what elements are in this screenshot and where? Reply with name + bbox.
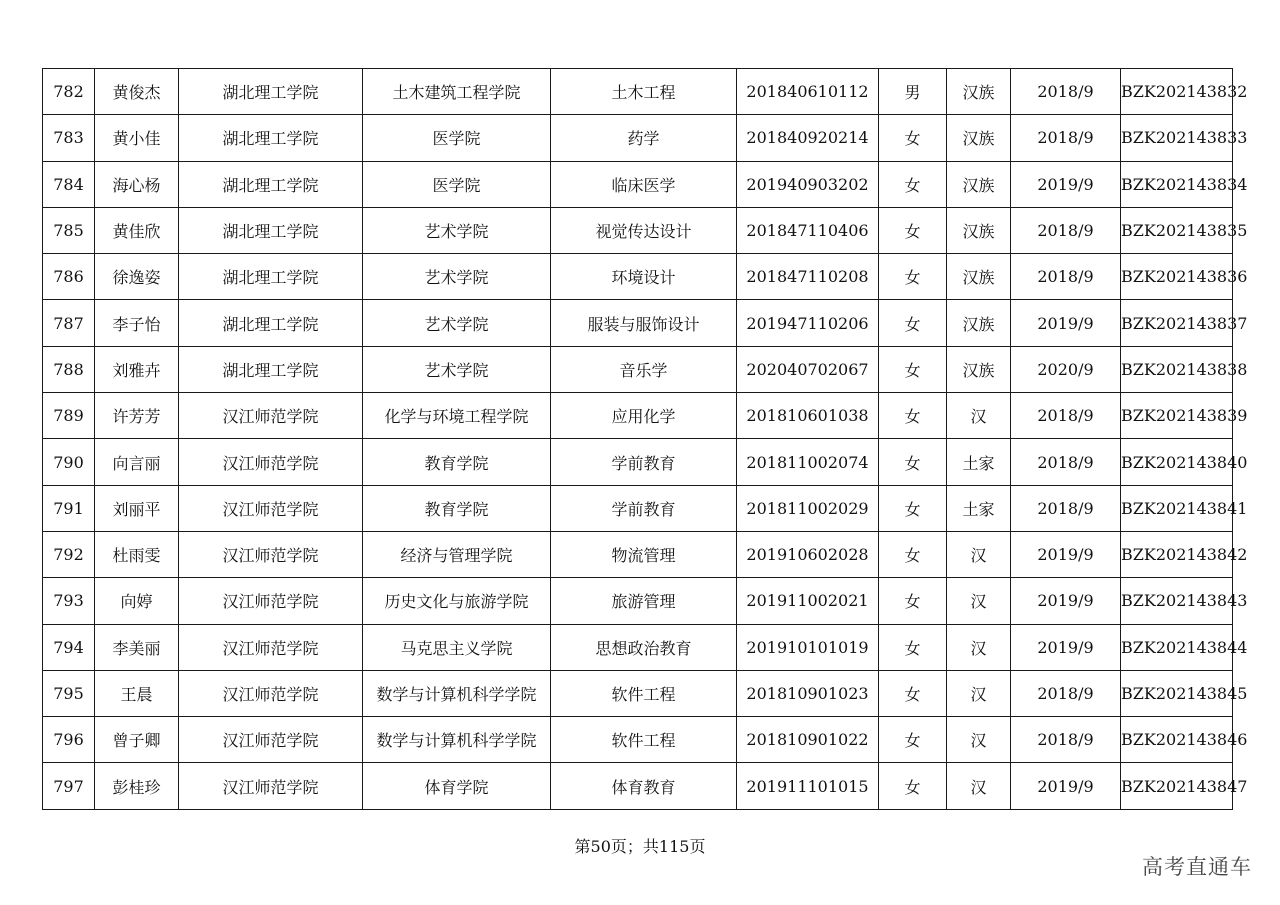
major-cell: 学前教育 <box>551 439 737 485</box>
major-cell: 软件工程 <box>551 717 737 763</box>
major-cell: 服装与服饰设计 <box>551 300 737 346</box>
serial-cell: 786 <box>43 254 95 300</box>
table-row <box>43 670 1233 716</box>
school-cell: 汉江师范学院 <box>179 439 363 485</box>
college-cell: 艺术学院 <box>363 207 551 253</box>
school-cell: 汉江师范学院 <box>179 717 363 763</box>
table-row <box>43 346 1233 392</box>
school-cell: 湖北理工学院 <box>179 207 363 253</box>
name-cell: 向婷 <box>95 578 179 624</box>
student-id-cell: 201811002074 <box>737 439 879 485</box>
enrollment-cell: 2018/9 <box>1011 717 1121 763</box>
student-id-cell: 202040702067 <box>737 346 879 392</box>
certificate-id-cell: BZK202143839 <box>1121 393 1233 439</box>
certificate-id-cell: BZK202143841 <box>1121 485 1233 531</box>
gender-cell: 女 <box>879 393 947 439</box>
school-cell: 汉江师范学院 <box>179 670 363 716</box>
serial-cell: 787 <box>43 300 95 346</box>
ethnicity-cell: 汉 <box>947 717 1011 763</box>
school-cell: 汉江师范学院 <box>179 485 363 531</box>
name-cell: 彭桂珍 <box>95 763 179 809</box>
certificate-id-cell: BZK202143844 <box>1121 624 1233 670</box>
ethnicity-cell: 汉族 <box>947 254 1011 300</box>
certificate-id-cell: BZK202143845 <box>1121 670 1233 716</box>
school-cell: 汉江师范学院 <box>179 578 363 624</box>
gender-cell: 女 <box>879 161 947 207</box>
table-row <box>43 393 1233 439</box>
table-row <box>43 717 1233 763</box>
student-id-cell: 201910101019 <box>737 624 879 670</box>
serial-cell: 791 <box>43 485 95 531</box>
student-id-cell: 201810901022 <box>737 717 879 763</box>
enrollment-cell: 2018/9 <box>1011 439 1121 485</box>
name-cell: 刘丽平 <box>95 485 179 531</box>
certificate-id-cell: BZK202143843 <box>1121 578 1233 624</box>
enrollment-cell: 2018/9 <box>1011 69 1121 115</box>
serial-cell: 788 <box>43 346 95 392</box>
student-id-cell: 201911002021 <box>737 578 879 624</box>
school-cell: 湖北理工学院 <box>179 254 363 300</box>
major-cell: 体育教育 <box>551 763 737 809</box>
college-cell: 数学与计算机科学学院 <box>363 717 551 763</box>
enrollment-cell: 2018/9 <box>1011 207 1121 253</box>
ethnicity-cell: 汉 <box>947 670 1011 716</box>
ethnicity-cell: 汉族 <box>947 300 1011 346</box>
table-row <box>43 300 1233 346</box>
enrollment-cell: 2019/9 <box>1011 624 1121 670</box>
enrollment-cell: 2018/9 <box>1011 254 1121 300</box>
gender-cell: 女 <box>879 578 947 624</box>
serial-cell: 796 <box>43 717 95 763</box>
certificate-id-cell: BZK202143842 <box>1121 531 1233 577</box>
school-cell: 汉江师范学院 <box>179 531 363 577</box>
college-cell: 土木建筑工程学院 <box>363 69 551 115</box>
certificate-id-cell: BZK202143840 <box>1121 439 1233 485</box>
student-id-cell: 201940903202 <box>737 161 879 207</box>
certificate-id-cell: BZK202143846 <box>1121 717 1233 763</box>
gender-cell: 女 <box>879 763 947 809</box>
major-cell: 学前教育 <box>551 485 737 531</box>
student-id-cell: 201847110406 <box>737 207 879 253</box>
serial-cell: 789 <box>43 393 95 439</box>
ethnicity-cell: 汉 <box>947 763 1011 809</box>
ethnicity-cell: 汉族 <box>947 346 1011 392</box>
ethnicity-cell: 土家 <box>947 439 1011 485</box>
enrollment-cell: 2018/9 <box>1011 670 1121 716</box>
ethnicity-cell: 汉 <box>947 578 1011 624</box>
name-cell: 王晨 <box>95 670 179 716</box>
student-id-cell: 201947110206 <box>737 300 879 346</box>
enrollment-cell: 2019/9 <box>1011 578 1121 624</box>
major-cell: 视觉传达设计 <box>551 207 737 253</box>
ethnicity-cell: 汉族 <box>947 69 1011 115</box>
school-cell: 湖北理工学院 <box>179 115 363 161</box>
name-cell: 李美丽 <box>95 624 179 670</box>
college-cell: 教育学院 <box>363 485 551 531</box>
college-cell: 艺术学院 <box>363 254 551 300</box>
student-id-cell: 201840920214 <box>737 115 879 161</box>
table-row <box>43 763 1233 809</box>
enrollment-cell: 2019/9 <box>1011 161 1121 207</box>
enrollment-cell: 2018/9 <box>1011 485 1121 531</box>
gender-cell: 女 <box>879 207 947 253</box>
name-cell: 曾子卿 <box>95 717 179 763</box>
enrollment-cell: 2019/9 <box>1011 531 1121 577</box>
page-number: 第50页；共115页 <box>574 837 706 856</box>
school-cell: 湖北理工学院 <box>179 161 363 207</box>
table-row <box>43 115 1233 161</box>
name-cell: 向言丽 <box>95 439 179 485</box>
college-cell: 教育学院 <box>363 439 551 485</box>
enrollment-cell: 2018/9 <box>1011 115 1121 161</box>
gender-cell: 男 <box>879 69 947 115</box>
student-id-cell: 201810601038 <box>737 393 879 439</box>
serial-cell: 792 <box>43 531 95 577</box>
major-cell: 思想政治教育 <box>551 624 737 670</box>
student-id-cell: 201810901023 <box>737 670 879 716</box>
school-cell: 湖北理工学院 <box>179 69 363 115</box>
certificate-id-cell: BZK202143833 <box>1121 115 1233 161</box>
gender-cell: 女 <box>879 485 947 531</box>
ethnicity-cell: 汉族 <box>947 207 1011 253</box>
college-cell: 艺术学院 <box>363 300 551 346</box>
college-cell: 医学院 <box>363 115 551 161</box>
name-cell: 李子怡 <box>95 300 179 346</box>
table-row <box>43 485 1233 531</box>
major-cell: 旅游管理 <box>551 578 737 624</box>
major-cell: 物流管理 <box>551 531 737 577</box>
college-cell: 数学与计算机科学学院 <box>363 670 551 716</box>
ethnicity-cell: 土家 <box>947 485 1011 531</box>
name-cell: 徐逸姿 <box>95 254 179 300</box>
ethnicity-cell: 汉族 <box>947 161 1011 207</box>
table-row <box>43 69 1233 115</box>
student-id-cell: 201847110208 <box>737 254 879 300</box>
certificate-id-cell: BZK202143838 <box>1121 346 1233 392</box>
gender-cell: 女 <box>879 624 947 670</box>
major-cell: 软件工程 <box>551 670 737 716</box>
table-row <box>43 161 1233 207</box>
serial-cell: 797 <box>43 763 95 809</box>
name-cell: 黄佳欣 <box>95 207 179 253</box>
college-cell: 马克思主义学院 <box>363 624 551 670</box>
ethnicity-cell: 汉 <box>947 531 1011 577</box>
name-cell: 许芳芳 <box>95 393 179 439</box>
gender-cell: 女 <box>879 300 947 346</box>
student-id-cell: 201840610112 <box>737 69 879 115</box>
name-cell: 海心杨 <box>95 161 179 207</box>
table-row <box>43 207 1233 253</box>
enrollment-cell: 2019/9 <box>1011 300 1121 346</box>
certificate-id-cell: BZK202143847 <box>1121 763 1233 809</box>
ethnicity-cell: 汉 <box>947 624 1011 670</box>
gender-cell: 女 <box>879 717 947 763</box>
table-row <box>43 531 1233 577</box>
gender-cell: 女 <box>879 346 947 392</box>
college-cell: 体育学院 <box>363 763 551 809</box>
student-id-cell: 201910602028 <box>737 531 879 577</box>
gender-cell: 女 <box>879 254 947 300</box>
college-cell: 经济与管理学院 <box>363 531 551 577</box>
roster-table <box>42 68 1248 810</box>
ethnicity-cell: 汉 <box>947 393 1011 439</box>
enrollment-cell: 2019/9 <box>1011 763 1121 809</box>
roster-body <box>43 69 1248 810</box>
gender-cell: 女 <box>879 670 947 716</box>
serial-cell: 794 <box>43 624 95 670</box>
certificate-id-cell: BZK202143834 <box>1121 161 1233 207</box>
student-id-cell: 201911101015 <box>737 763 879 809</box>
table-row <box>43 439 1233 485</box>
major-cell: 应用化学 <box>551 393 737 439</box>
college-cell: 艺术学院 <box>363 346 551 392</box>
gender-cell: 女 <box>879 531 947 577</box>
certificate-id-cell: BZK202143836 <box>1121 254 1233 300</box>
certificate-id-cell: BZK202143837 <box>1121 300 1233 346</box>
watermark-logo-text: 高考直通车 <box>1142 855 1252 879</box>
enrollment-cell: 2020/9 <box>1011 346 1121 392</box>
major-cell: 环境设计 <box>551 254 737 300</box>
school-cell: 汉江师范学院 <box>179 624 363 670</box>
serial-cell: 783 <box>43 115 95 161</box>
gender-cell: 女 <box>879 115 947 161</box>
table-row <box>43 578 1233 624</box>
serial-cell: 782 <box>43 69 95 115</box>
serial-cell: 793 <box>43 578 95 624</box>
major-cell: 音乐学 <box>551 346 737 392</box>
serial-cell: 784 <box>43 161 95 207</box>
ethnicity-cell: 汉族 <box>947 115 1011 161</box>
table-row <box>43 624 1233 670</box>
serial-cell: 790 <box>43 439 95 485</box>
serial-cell: 785 <box>43 207 95 253</box>
name-cell: 刘雅卉 <box>95 346 179 392</box>
college-cell: 历史文化与旅游学院 <box>363 578 551 624</box>
school-cell: 汉江师范学院 <box>179 393 363 439</box>
major-cell: 药学 <box>551 115 737 161</box>
certificate-id-cell: BZK202143835 <box>1121 207 1233 253</box>
college-cell: 化学与环境工程学院 <box>363 393 551 439</box>
name-cell: 黄俊杰 <box>95 69 179 115</box>
certificate-id-cell: BZK202143832 <box>1121 69 1233 115</box>
major-cell: 土木工程 <box>551 69 737 115</box>
serial-cell: 795 <box>43 670 95 716</box>
name-cell: 黄小佳 <box>95 115 179 161</box>
major-cell: 临床医学 <box>551 161 737 207</box>
enrollment-cell: 2018/9 <box>1011 393 1121 439</box>
school-cell: 汉江师范学院 <box>179 763 363 809</box>
name-cell: 杜雨雯 <box>95 531 179 577</box>
student-id-cell: 201811002029 <box>737 485 879 531</box>
school-cell: 湖北理工学院 <box>179 300 363 346</box>
gender-cell: 女 <box>879 439 947 485</box>
school-cell: 湖北理工学院 <box>179 346 363 392</box>
table-row <box>43 254 1233 300</box>
college-cell: 医学院 <box>363 161 551 207</box>
